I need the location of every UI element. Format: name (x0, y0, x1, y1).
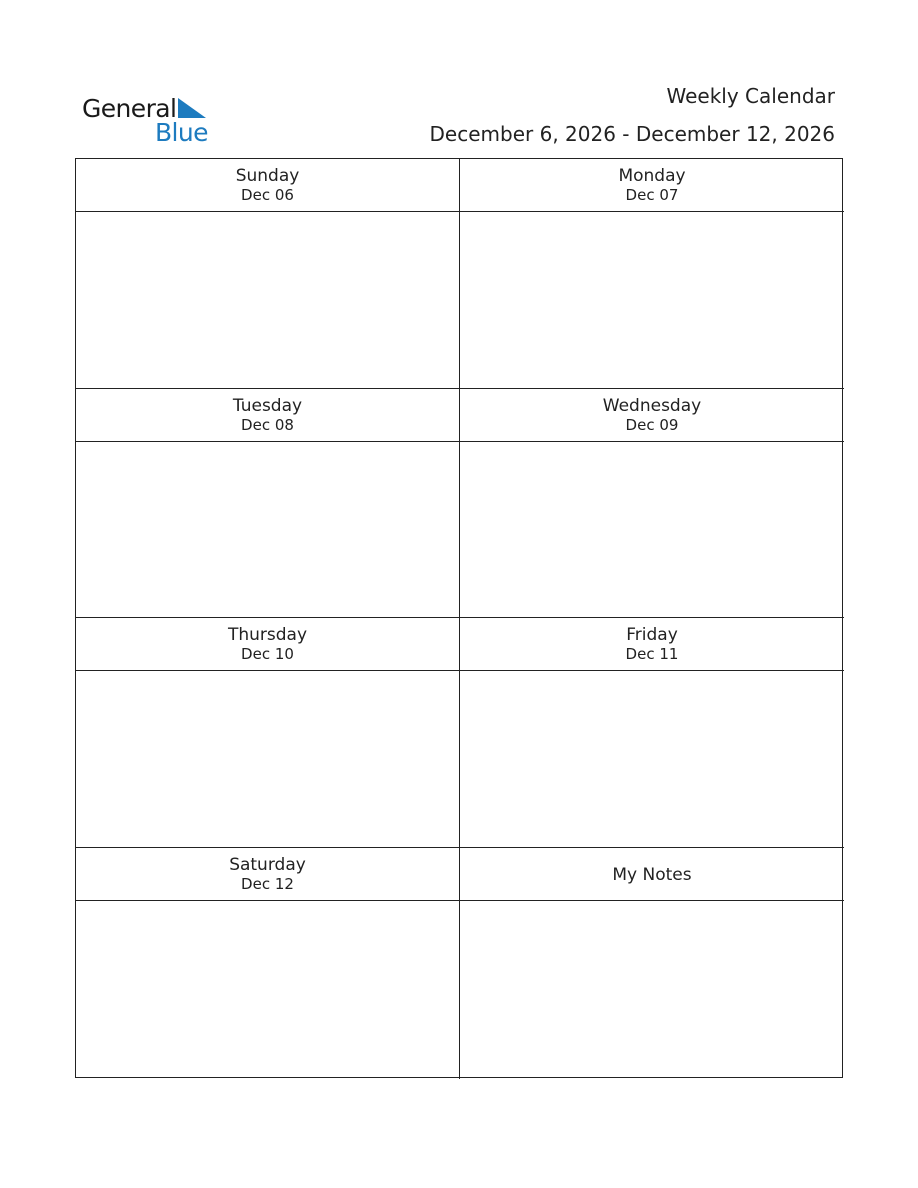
day-name: Friday (626, 624, 678, 645)
notes-header (460, 848, 844, 901)
day-header (460, 618, 844, 671)
day-cell-thursday (76, 618, 460, 848)
notes-cell (460, 848, 844, 1079)
day-cell-wednesday (460, 389, 844, 618)
day-name: Saturday (229, 854, 306, 875)
day-date: Dec 11 (625, 644, 679, 663)
day-date: Dec 09 (625, 415, 679, 434)
logo-text-blue: Blue (155, 118, 208, 147)
notes-area[interactable] (460, 901, 844, 1079)
day-date: Dec 12 (241, 874, 294, 893)
day-header (460, 389, 844, 442)
day-notes-area[interactable] (460, 442, 844, 617)
brand-logo (82, 94, 212, 146)
page-title: Weekly Calendar (666, 84, 835, 108)
day-header (460, 159, 844, 212)
day-date: Dec 08 (241, 415, 294, 434)
day-date: Dec 06 (241, 185, 294, 204)
logo-text-general: General (82, 94, 177, 123)
day-name: Sunday (235, 165, 300, 186)
date-range: December 6, 2026 - December 12, 2026 (429, 122, 835, 146)
day-cell-sunday (76, 159, 460, 389)
day-notes-area[interactable] (460, 212, 844, 388)
notes-label: My Notes (612, 865, 692, 885)
day-name: Tuesday (232, 395, 303, 416)
day-name: Thursday (227, 624, 308, 645)
day-notes-area[interactable] (76, 442, 459, 617)
day-cell-friday (460, 618, 844, 848)
day-notes-area[interactable] (76, 671, 459, 847)
day-date: Dec 07 (625, 185, 679, 204)
day-cell-monday (460, 159, 844, 389)
day-name: Monday (618, 165, 686, 186)
day-header (76, 389, 459, 442)
day-notes-area[interactable] (460, 671, 844, 847)
day-notes-area[interactable] (76, 212, 459, 388)
triangle-icon (178, 98, 206, 118)
day-header (76, 848, 459, 901)
day-header (76, 159, 459, 212)
day-notes-area[interactable] (76, 901, 459, 1079)
day-name: Wednesday (602, 395, 702, 416)
day-header (76, 618, 459, 671)
day-date: Dec 10 (241, 644, 294, 663)
day-cell-tuesday (76, 389, 460, 618)
day-cell-saturday (76, 848, 460, 1079)
week-grid (75, 158, 843, 1078)
